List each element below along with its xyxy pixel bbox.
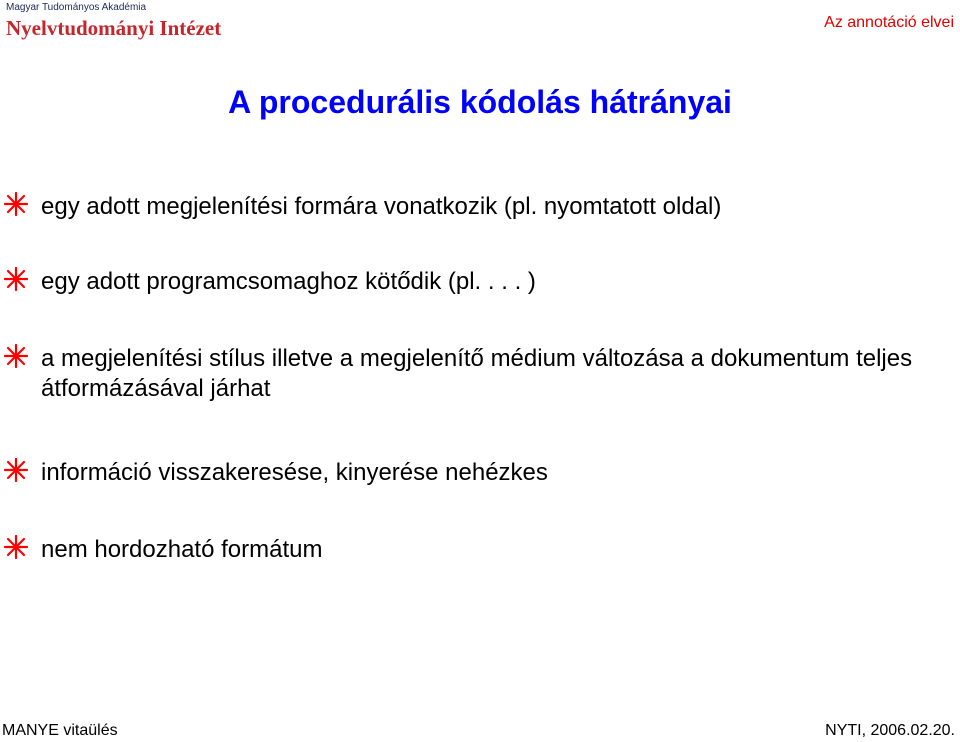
bullet-item-text: információ visszakeresése, kinyerése nehézkes [41,459,548,486]
logo-academy-name: Magyar Tudományos Akadémia [6,2,147,13]
bullet-item-text: nem hordozható formátum [41,536,323,563]
bullet-item-text: a megjelenítési stílus illetve a megjelenítő médium változása a dokumentum teljes átformázásával járhat [41,345,913,402]
star-bullet-icon [4,267,28,291]
footer-event: MANYE vitaülés [2,722,118,739]
logo-institute-name: Nyelvtudományi Intézet [6,16,222,40]
star-bullet-icon [4,535,28,559]
star-bullet-icon [4,344,28,368]
star-bullet-icon [4,192,28,216]
bullet-item-text: egy adott megjelenítési formára vonatkozik (pl. nyomtatott oldal) [41,193,722,220]
section-title: Az annotáció elvei [824,14,954,31]
bullet-item-text: egy adott programcsomaghoz kötődik (pl. . . . ) [41,268,536,295]
footer-date: NYTI, 2006.02.20. [825,722,955,739]
institute-logo [6,2,266,40]
star-bullet-icon [4,458,28,482]
slide-title: A procedurális kódolás hátrányai [228,84,732,120]
